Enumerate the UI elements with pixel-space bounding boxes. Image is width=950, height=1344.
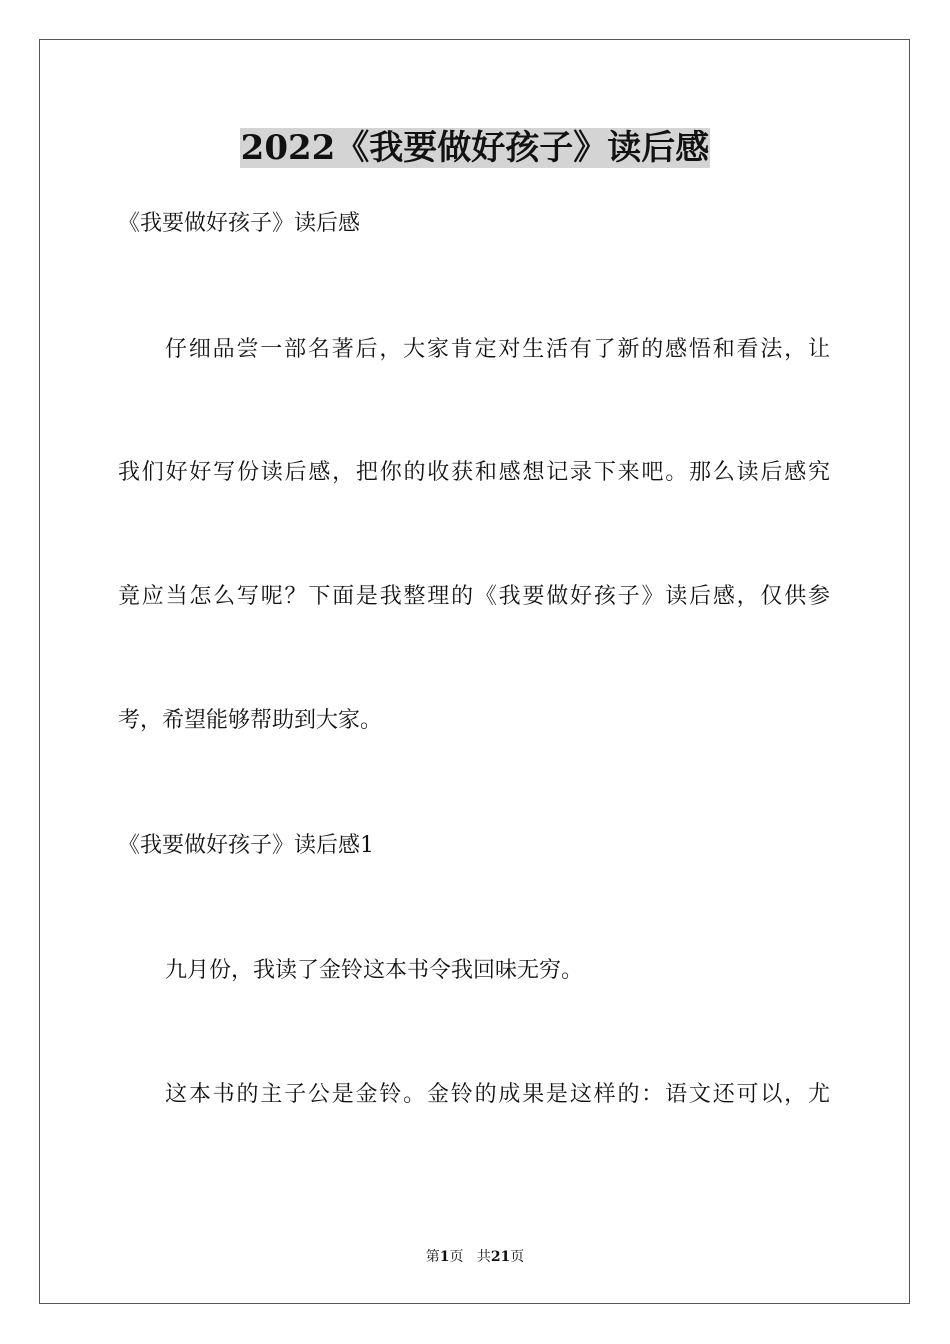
footer-total-pages: 21 bbox=[490, 1249, 511, 1265]
paragraph-line: 我们好好写份读后感，把你的收获和感想记录下来吧。那么读后感究 bbox=[118, 460, 830, 485]
paragraph-line: 考，希望能够帮助到大家。 bbox=[118, 708, 383, 733]
document-subtitle: 《我要做好孩子》读后感 bbox=[118, 211, 361, 236]
page-footer bbox=[0, 1247, 950, 1267]
section-heading: 《我要做好孩子》读后感1 bbox=[118, 833, 374, 858]
document-title-text: 2022《我要做好孩子》读后感 bbox=[240, 128, 710, 168]
paragraph-line: 竟应当怎么写呢？下面是我整理的《我要做好孩子》读后感，仅供参 bbox=[118, 584, 830, 609]
document-title bbox=[0, 126, 950, 170]
paragraph-line: 这本书的主子公是金铃。金铃的成果是这样的：语文还可以，尤 bbox=[165, 1082, 830, 1107]
paragraph-line: 九月份，我读了金铃这本书令我回味无穷。 bbox=[165, 958, 584, 983]
paragraph-line: 仔细品尝一部名著后，大家肯定对生活有了新的感悟和看法，让 bbox=[165, 337, 830, 362]
footer-total-suffix: 页 bbox=[510, 1249, 525, 1265]
footer-total-prefix: 共 bbox=[476, 1249, 491, 1265]
footer-page-number: 1 bbox=[439, 1249, 450, 1265]
footer-page-suffix: 页 bbox=[449, 1249, 464, 1265]
footer-prefix: 第 bbox=[425, 1249, 440, 1265]
